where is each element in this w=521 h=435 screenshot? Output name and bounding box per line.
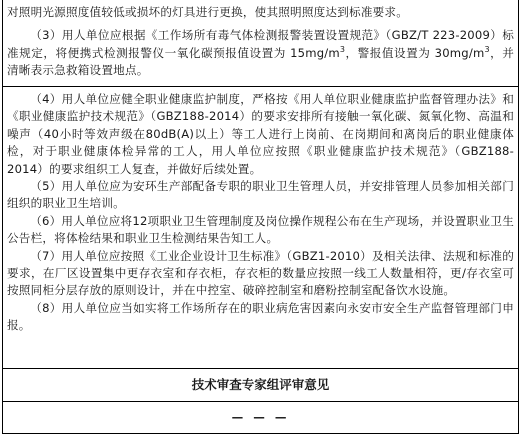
item-3-text-b: ，警报值设置为 30mg/m — [345, 45, 485, 60]
item-3-text-a: （3）用人单位应根据《工作场所有毒气体检测报警装置设置规范》（GBZ/T 223-2009）标准规定，将便携式检测报警仪一氧化碳预报值设置为 15mg/m — [7, 28, 514, 60]
superscript-3a: 3 — [339, 44, 346, 54]
section-middle — [3, 86, 518, 368]
item-3-text-c: ，并清晰表示急救箱设置地点。 — [7, 45, 515, 78]
paragraph-item-3 — [3, 27, 518, 79]
paragraph-item-4: （4）用人单位应健全职业健康监护制度，严格按《用人单位职业健康监护监督管理办法》和《职业健康监护技术规范》（GBZ188-2014）的要求安排所有接触一氧化碳、氮氧化物、高温和噪声（40小时等效声级在80dB(A)以上）等工人进行上岗前、在岗期间和离岗后的职业健康体检，对于职业健康体检异常的工人，用人单位应按照《职业健康监护技术规范》（GBZ188-2014）的要求组织工人复查，并做好后续处置。 — [7, 92, 514, 176]
document-table — [2, 0, 519, 434]
section-review-heading — [3, 368, 518, 401]
review-body: — — — — [231, 410, 290, 424]
section-review-body — [3, 401, 518, 434]
paragraph-item-5: （5）用人单位应为安环生产部配备专职的职业卫生管理人员，并安排管理人员参加相关部门组织的职业卫生培训。 — [7, 179, 514, 211]
paragraph-item-8: （8）用人单位应当如实将工作场所存在的职业病危害因素向永安市安全生产监督管理部门申报。 — [7, 300, 514, 333]
superscript-3b: 3 — [484, 44, 490, 54]
paragraph-lighting: 对照明光源照度值较低或损坏的灯具进行更换，使其照明照度达到标准要求。 — [7, 5, 408, 19]
section-top — [3, 0, 518, 86]
paragraph-item-7: （7）用人单位应按照《工业企业设计卫生标准》（GBZ1-2010）及相关法律、法规和标准的要求，在厂区设置集中更存衣室和存衣柜，存衣柜的数量应按照一线工人数量相符，更/存衣室可按照同柜分层存放的原则设计，并在中控室、破碎控制室和磨粉控制室配备饮水设施。 — [7, 248, 514, 298]
review-heading: 技术审查专家组评审意见 — [191, 377, 330, 392]
paragraph-item-6: （6）用人单位应将12项职业卫生管理制度及岗位操作规程公布在生产现场，并设置职业卫生公告栏，将体检结果和职业卫生检测结果告知工人。 — [7, 213, 514, 246]
